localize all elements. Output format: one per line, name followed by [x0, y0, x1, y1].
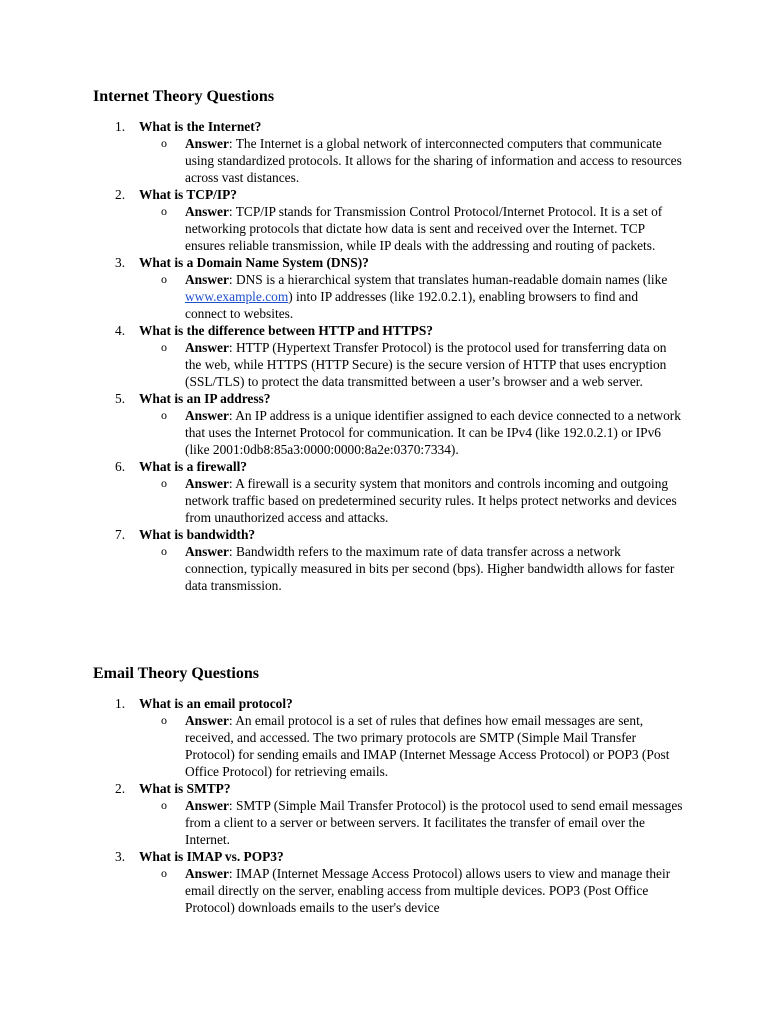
- question-item: [93, 695, 683, 780]
- question-text: What is the Internet?: [139, 119, 262, 134]
- answer-text-after-link: ) into IP addresses (like 192.0.2.1), enabling browsers to find and connect to websites.: [185, 289, 639, 321]
- answer-text: : An IP address is a unique identifier assigned to each device connected to a network that uses the Internet Protocol for communication. It can be IPv4 (like 192.0.2.1) or IPv6 (like 2001:0db8:85a3:0000:0000:8a2e:0370:7334).: [185, 408, 681, 457]
- answer-label: Answer: [185, 204, 229, 219]
- answer-label: Answer: [185, 136, 229, 151]
- answer-item: [161, 271, 683, 322]
- question-item: [93, 186, 683, 254]
- question-text: What is SMTP?: [139, 781, 231, 796]
- bullet-icon: o: [161, 544, 167, 558]
- question-text: What is bandwidth?: [139, 527, 256, 542]
- bullet-icon: o: [161, 798, 167, 812]
- answer-label: Answer: [185, 544, 229, 559]
- question-number: 1.: [115, 696, 126, 711]
- question-item: [93, 390, 683, 458]
- question-item: [93, 780, 683, 848]
- question-number: 7.: [115, 527, 126, 542]
- section-heading: Internet Theory Questions: [93, 88, 275, 105]
- section-internet-theory: [93, 86, 683, 594]
- answer-item: [161, 407, 683, 458]
- question-item: [93, 118, 683, 186]
- answer-label: Answer: [185, 272, 229, 287]
- question-number: 3.: [115, 849, 126, 864]
- question-text: What is IMAP vs. POP3?: [139, 849, 284, 864]
- question-item: [93, 526, 683, 594]
- question-item: [93, 254, 683, 322]
- question-text: What is the difference between HTTP and HTTPS?: [139, 323, 433, 338]
- question-text: What is an email protocol?: [139, 696, 293, 711]
- question-list: [93, 118, 683, 594]
- answer-text-before-link: : DNS is a hierarchical system that translates human-readable domain names (like: [228, 272, 668, 287]
- question-number: 3.: [115, 255, 126, 270]
- answer-text: : IMAP (Internet Message Access Protocol) allows users to view and manage their email directly on the server, enabling access from multiple devices. POP3 (Post Office Protocol) downloads emails to the user's device: [185, 866, 671, 915]
- bullet-icon: o: [161, 866, 167, 880]
- question-item: [93, 322, 683, 390]
- bullet-icon: o: [161, 408, 167, 422]
- answer-item: [161, 865, 683, 916]
- answer-text: : SMTP (Simple Mail Transfer Protocol) is the protocol used to send email messages from a client to a server or between servers. It facilitates the transfer of email over the Internet.: [185, 798, 683, 847]
- section-email-theory: [93, 663, 683, 916]
- answer-text: : An email protocol is a set of rules that defines how email messages are sent, received, and accessed. The two primary protocols are SMTP (Simple Mail Transfer Protocol) for sending emails and IMAP (Internet Message Access Protocol) or POP3 (Post Office Protocol) for retrieving emails.: [185, 713, 670, 779]
- question-number: 6.: [115, 459, 126, 474]
- answer-item: [161, 135, 683, 186]
- section-heading: Email Theory Questions: [93, 665, 259, 682]
- question-text: What is TCP/IP?: [139, 187, 237, 202]
- question-number: 2.: [115, 781, 126, 796]
- question-text: What is a Domain Name System (DNS)?: [139, 255, 369, 270]
- answer-label: Answer: [185, 866, 229, 881]
- bullet-icon: o: [161, 713, 167, 727]
- answer-label: Answer: [185, 713, 229, 728]
- answer-text: : Bandwidth refers to the maximum rate of data transfer across a network connection, typically measured in bits per second (bps). Higher bandwidth allows for faster data transmission.: [185, 544, 675, 593]
- answer-text: : HTTP (Hypertext Transfer Protocol) is the protocol used for transferring data on the web, while HTTPS (HTTP Secure) is the secure version of HTTP that uses encryption (SSL/TLS) to protect the data transmitted between a user’s browser and a web server.: [185, 340, 667, 389]
- question-list: [93, 695, 683, 916]
- answer-item: [161, 543, 683, 594]
- question-number: 1.: [115, 119, 126, 134]
- answer-label: Answer: [185, 476, 229, 491]
- answer-item: [161, 475, 683, 526]
- bullet-icon: o: [161, 476, 167, 490]
- bullet-icon: o: [161, 272, 167, 286]
- answer-text: : A firewall is a security system that monitors and controls incoming and outgoing network traffic based on predetermined security rules. It helps protect networks and devices from unauthorized access and attacks.: [185, 476, 677, 525]
- question-text: What is an IP address?: [139, 391, 271, 406]
- question-item: [93, 458, 683, 526]
- question-text: What is a firewall?: [139, 459, 247, 474]
- answer-label: Answer: [185, 340, 229, 355]
- question-number: 4.: [115, 323, 126, 338]
- answer-label: Answer: [185, 408, 229, 423]
- answer-text: : The Internet is a global network of interconnected computers that communicate using standardized protocols. It allows for the sharing of information and access to resources across vast distances.: [185, 136, 682, 185]
- answer-text: : TCP/IP stands for Transmission Control Protocol/Internet Protocol. It is a set of networking protocols that dictate how data is sent and received over the Internet. TCP ensures reliable transmission, while IP deals with the addressing and routing of packets.: [185, 204, 663, 253]
- question-number: 5.: [115, 391, 126, 406]
- answer-item: [161, 797, 683, 848]
- bullet-icon: o: [161, 204, 167, 218]
- answer-label: Answer: [185, 798, 229, 813]
- answer-item: [161, 712, 683, 780]
- answer-item: [161, 203, 683, 254]
- question-number: 2.: [115, 187, 126, 202]
- bullet-icon: o: [161, 340, 167, 354]
- bullet-icon: o: [161, 136, 167, 150]
- question-item: [93, 848, 683, 916]
- example-link[interactable]: www.example.com: [185, 289, 289, 304]
- answer-item: [161, 339, 683, 390]
